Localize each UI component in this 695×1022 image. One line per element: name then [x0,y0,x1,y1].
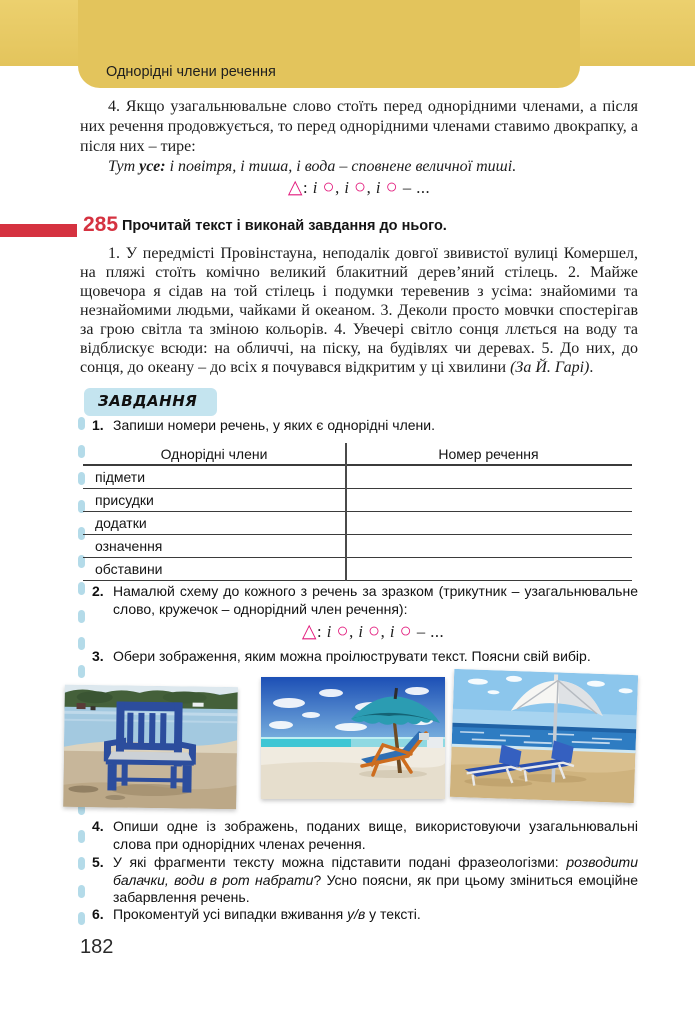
table-row [83,535,632,558]
task-3 [92,648,638,666]
table-header-row [83,443,632,466]
task-number: 4. [92,818,104,834]
task-text: Опиши одне із зображень, поданих вище, використовуючи узагальнювальні слова при однорідних членах речення. [113,818,638,852]
task-4 [92,818,638,853]
chapter-tab [78,0,580,88]
table-header-sentence-number: Номер речення [438,445,539,462]
exercise-instruction: Прочитай текст і виконай завдання до нього. [122,218,447,234]
exercise-red-bar [0,224,77,237]
task-text: У які фрагменти тексту можна підставити подані фразеологізми: розводити балачки, води в рот набрати? Усно поясни, як при цьому зміниться емоційне забарвлення речень. [113,854,638,905]
table-cell-label: додатки [95,515,147,531]
rule-text: 4. Якщо узагальнювальне слово стоїть перед однорідними членами, а після них речення продовжується, то перед однорідними членами ставимо двокрапку, а після них – тире: [80,98,638,155]
task-number: 5. [92,854,104,870]
chapter-title: Однорідні члени речення [106,64,276,80]
task-text: Прокоментуй усі випадки вживання у/в у тексті. [113,906,421,922]
tasks-badge: ЗАВДАННЯ [84,388,217,416]
photo-teal-umbrella-beach [261,677,445,799]
task-text: Запиши номери речень, у яких є однорідні члени. [113,417,435,433]
exercise-text: 1. У передмісті Провінстауна, неподалік довгої звивистої вулиці Комершел, на пляжі стоїть комічно великий блакитний дерев’яний стілець. 2. Майже щовечора я сідав на той стілець і подумки теревенив з усіма: знайомими та незнайомими людьми, чайками й океаном. 3. Деколи просто мовчки спостерігав за грою світла та зміною кольорів. 4. Увечері світло сонця ллється на воду та відблискує всюди: на обличчі, на піску, на будівлях чи деревах. 5. До них, до сонця, до океану – до всіх я почувався відкритим у ці хвилини (За Й. Гарі). [80,245,638,376]
photo-white-umbrella-loungers [450,669,638,803]
illustrations-row [0,670,695,818]
task-text: Намалюй схему до кожного з речень за зразком (трикутник – узагальнювальне слово, кружечок – однорідний член речення): [113,583,638,617]
table-divider [345,443,347,581]
table-row [83,489,632,512]
rule-block [80,97,638,198]
table-row [83,512,632,535]
task-number: 2. [92,583,104,599]
table-row [83,466,632,489]
white-umbrella-illustration [450,669,638,803]
table-cell-label: підмети [95,469,146,485]
task-number: 1. [92,417,104,433]
task-number: 6. [92,906,104,922]
blue-chair-illustration [63,685,238,809]
table-cell-label: присудки [95,492,154,508]
homogeneous-members-table [83,443,632,581]
generalizing-word-schema: △: і ○, і ○, і ○ – ... [287,176,431,198]
photo-blue-chair-beach [63,685,238,809]
table-cell-label: обставини [95,561,163,577]
generalizing-word-schema: △: і ○, і ○, і ○ – ... [301,620,445,642]
page-number: 182 [80,936,114,958]
rule-example: Тут усе: і повітря, і тиша, і вода – сповнене величної тиші. [108,158,517,175]
task-5 [92,854,638,907]
task-6 [92,906,638,924]
teal-umbrella-illustration [261,677,445,799]
task-text: Обери зображення, яким можна проілюструвати текст. Поясни свій вибір. [113,648,591,664]
table-row [83,558,632,581]
exercise-number: 285 [83,213,119,236]
task-2 [92,583,638,618]
task-1 [92,417,638,435]
table-header-members: Однорідні члени [160,445,268,462]
task-number: 3. [92,648,104,664]
table-cell-label: означення [95,538,163,554]
